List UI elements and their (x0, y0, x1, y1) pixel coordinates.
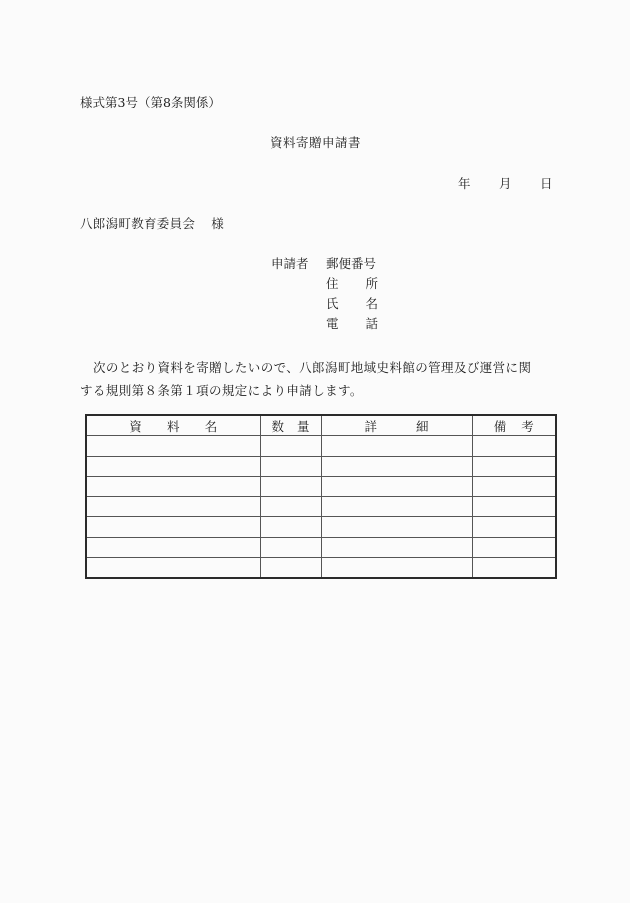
document-title: 資料寄贈申請書 (270, 135, 362, 150)
header-char: 料 (166, 418, 180, 434)
table-row (86, 558, 556, 579)
year-label: 年 (458, 176, 471, 191)
item-name-cell[interactable] (86, 558, 260, 579)
details-cell[interactable] (321, 436, 472, 456)
remarks-cell[interactable] (472, 497, 556, 517)
day-label: 日 (540, 176, 553, 191)
header-item-name (86, 415, 260, 436)
addressee (80, 218, 224, 231)
details-cell[interactable] (321, 497, 472, 517)
application-statement (80, 356, 555, 402)
quantity-cell[interactable] (260, 436, 321, 456)
name-char-2: 名 (365, 296, 378, 311)
donation-items-table (85, 414, 557, 579)
quantity-cell[interactable] (260, 517, 321, 537)
quantity-cell[interactable] (260, 476, 321, 496)
table-row (86, 537, 556, 557)
remarks-cell[interactable] (472, 537, 556, 557)
details-cell[interactable] (321, 456, 472, 476)
item-name-cell[interactable] (86, 436, 260, 456)
item-name-cell[interactable] (86, 497, 260, 517)
details-cell[interactable] (321, 476, 472, 496)
statement-line-1: 次のとおり資料を寄贈したいので、八郎潟町地域史料館の管理及び運営に関 (93, 360, 532, 375)
details-cell[interactable] (321, 517, 472, 537)
addressee-name: 八郎潟町教育委員会 (80, 216, 196, 231)
table-row (86, 497, 556, 517)
header-char: 数 (271, 418, 285, 434)
remarks-cell[interactable] (472, 558, 556, 579)
details-cell[interactable] (321, 537, 472, 557)
item-name-cell[interactable] (86, 537, 260, 557)
header-char: 名 (204, 418, 218, 434)
header-char: 考 (521, 418, 534, 434)
item-name-cell[interactable] (86, 517, 260, 537)
item-name-cell[interactable] (86, 476, 260, 496)
details-cell[interactable] (321, 558, 472, 579)
header-char: 備 (493, 418, 507, 434)
month-label: 月 (499, 176, 512, 191)
header-char: 詳 (364, 418, 378, 434)
name-char-1: 氏 (326, 296, 339, 311)
table-row (86, 456, 556, 476)
statement-line-2: する規則第８条第１項の規定により申請します。 (80, 383, 363, 398)
applicant-phone-label (326, 318, 378, 331)
remarks-cell[interactable] (472, 517, 556, 537)
header-char: 細 (415, 418, 429, 434)
address-char-1: 住 (326, 276, 339, 291)
applicant-postal-code-label (326, 258, 378, 271)
table-row (86, 436, 556, 456)
table-row (86, 476, 556, 496)
header-quantity (260, 415, 321, 436)
postal-code-text: 郵便番号 (326, 256, 377, 271)
quantity-cell[interactable] (260, 558, 321, 579)
quantity-cell[interactable] (260, 497, 321, 517)
item-name-cell[interactable] (86, 456, 260, 476)
applicant-label: 申請者 (271, 256, 309, 271)
applicant-name-label (326, 298, 378, 311)
remarks-cell[interactable] (472, 476, 556, 496)
quantity-cell[interactable] (260, 456, 321, 476)
address-char-2: 所 (365, 276, 378, 291)
header-char: 量 (296, 418, 310, 434)
header-char: 資 (129, 418, 142, 434)
remarks-cell[interactable] (472, 456, 556, 476)
table-row (86, 517, 556, 537)
quantity-cell[interactable] (260, 537, 321, 557)
phone-char-2: 話 (365, 316, 378, 331)
remarks-cell[interactable] (472, 436, 556, 456)
form-number: 様式第3号（第8条関係） (80, 95, 221, 110)
header-remarks (472, 415, 556, 436)
header-details (321, 415, 472, 436)
applicant-address-label (326, 278, 378, 291)
phone-char-1: 電 (326, 316, 339, 331)
addressee-honorific: 様 (211, 216, 225, 231)
table-header-row (86, 415, 556, 436)
